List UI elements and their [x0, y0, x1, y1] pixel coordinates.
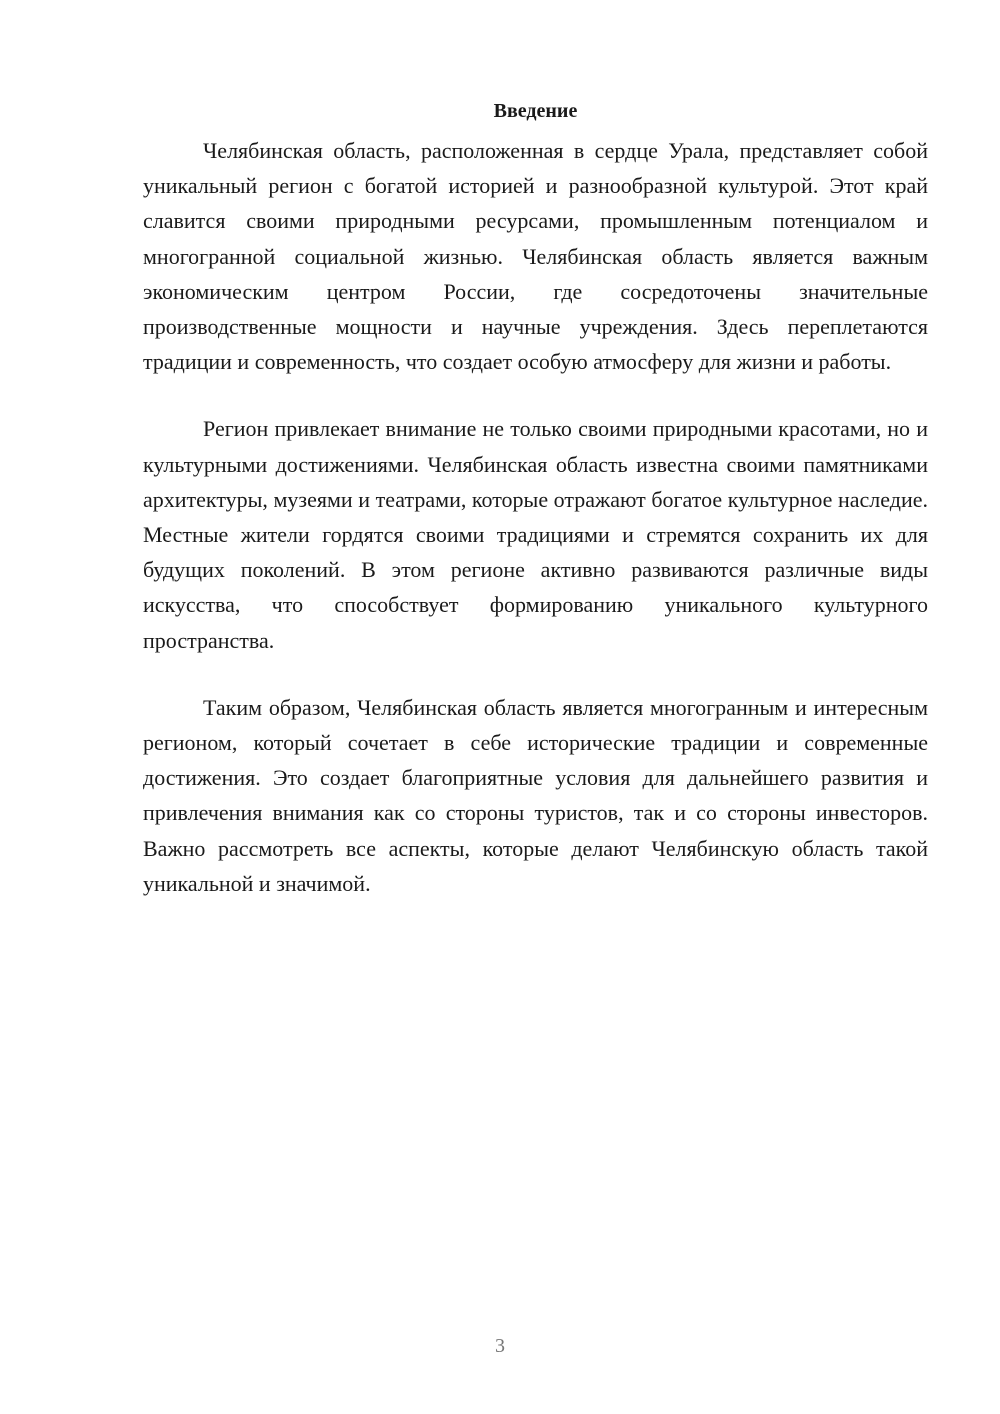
page-number: 3	[495, 1335, 505, 1357]
paragraph-2: Регион привлекает внимание не только своими природными красотами, но и культурными достижениями. Челябинская область известна своими памятниками архитектуры, музеями и театрами, которые отражают богатое культурное наследие. Местные жители гордятся своими традициями и стремятся сохранить их для будущих поколений. В этом регионе активно развиваются различные виды искусства, что способствует формированию уникального культурного пространства.	[143, 416, 928, 653]
page-content	[143, 96, 928, 933]
section-title: Введение	[493, 100, 578, 122]
paragraph-1: Челябинская область, расположенная в сердце Урала, представляет собой уникальный регион с богатой историей и разнообразной культурой. Этот край славится своими природными ресурсами, промышленным потенциалом и многогранной социальной жизнью. Челябинская область является важным экономическим центром России, где сосредоточены значительные производственные мощности и научные учреждения. Здесь переплетаются традиции и современность, что создает особую атмосферу для жизни и работы.	[143, 138, 928, 375]
paragraph-3: Таким образом, Челябинская область является многогранным и интересным регионом, который сочетает в себе исторические традиции и современные достижения. Это создает благоприятные условия для дальнейшего развития и привлечения внимания как со стороны туристов, так и со стороны инвесторов. Важно рассмотреть все аспекты, которые делают Челябинскую область такой уникальной и значимой.	[143, 694, 928, 896]
